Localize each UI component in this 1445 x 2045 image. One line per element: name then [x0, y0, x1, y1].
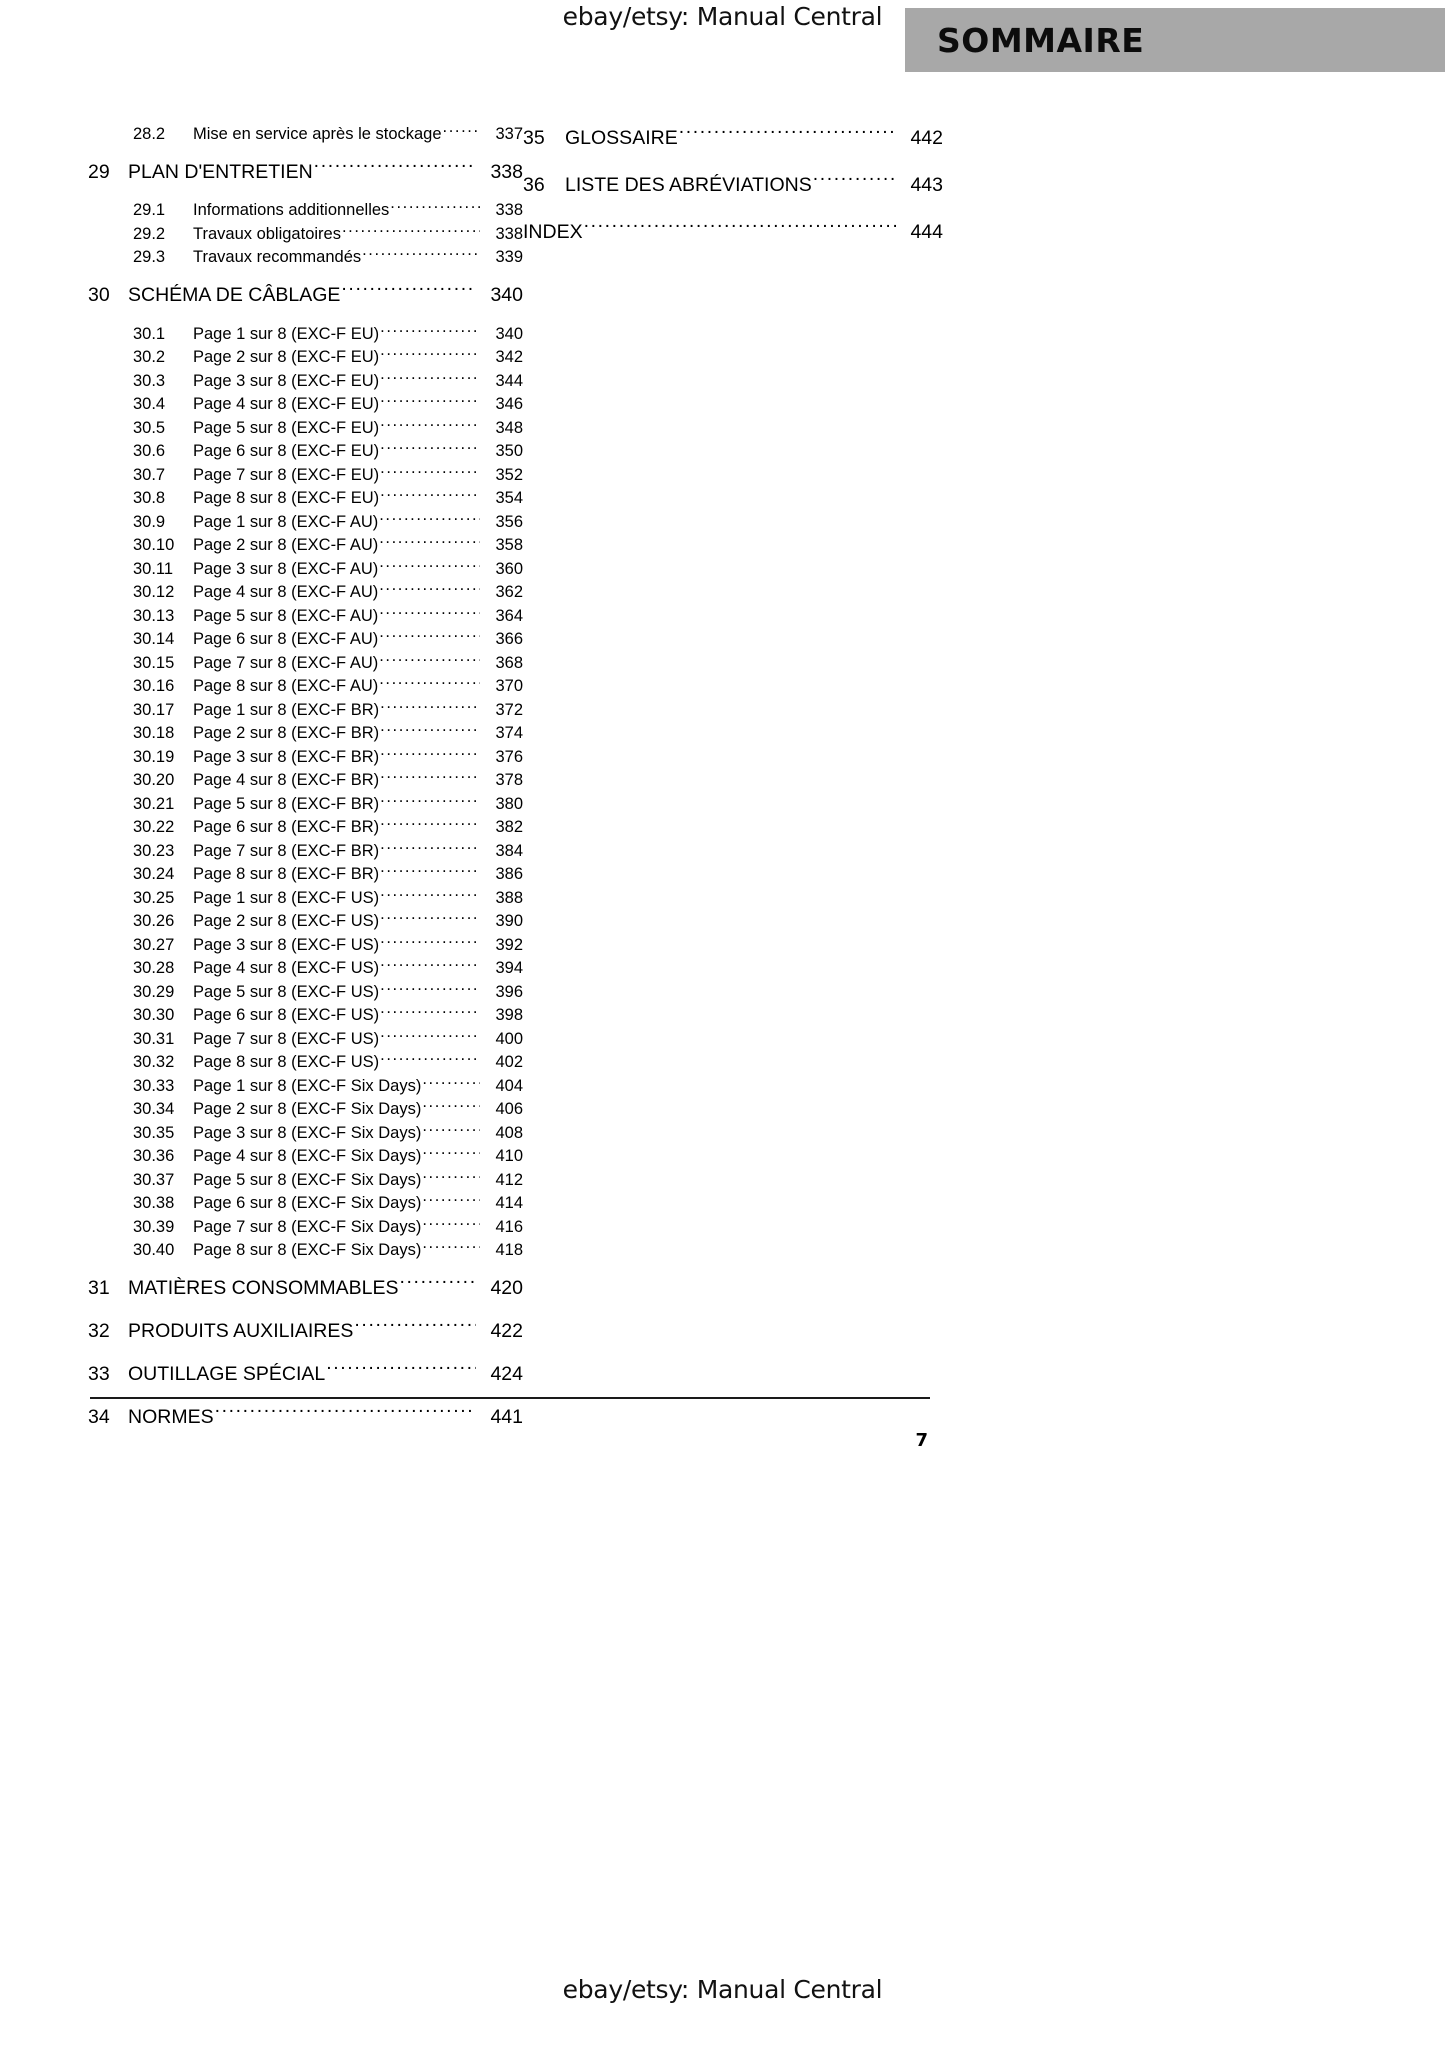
- toc-entry-page: 414: [495, 1194, 523, 1212]
- toc-dot-leader: [314, 158, 476, 178]
- toc-entry[interactable]: [88, 933, 523, 957]
- toc-entry-number: 30.10: [133, 536, 175, 554]
- toc-entry-page: 338: [495, 224, 523, 243]
- toc-dot-leader: [422, 1192, 480, 1209]
- toc-entry-number: 30.1: [133, 324, 166, 343]
- toc-entry-number: 30.18: [133, 724, 175, 742]
- toc-entry-title: Page 7 sur 8 (EXC-F BR): [193, 841, 380, 860]
- toc-entry-title: Travaux recommandés: [193, 248, 362, 266]
- toc-entry[interactable]: [88, 246, 523, 270]
- toc-dot-leader: [443, 122, 480, 139]
- toc-entry[interactable]: [523, 169, 943, 202]
- toc-entry-title: Page 1 sur 8 (EXC-F US): [193, 888, 380, 907]
- toc-entry[interactable]: [88, 487, 523, 511]
- toc-entry-title: Page 3 sur 8 (EXC-F BR): [193, 747, 380, 766]
- toc-dot-leader: [380, 463, 480, 480]
- toc-entry-title: Page 5 sur 8 (EXC-F EU): [193, 418, 380, 437]
- toc-entry[interactable]: [88, 1272, 523, 1305]
- toc-entry-number: 30.16: [133, 677, 175, 695]
- toc-dot-leader: [326, 1361, 476, 1381]
- toc-entry-page: 340: [490, 284, 523, 306]
- toc-entry-number: 28.2: [133, 124, 166, 143]
- toc-entry[interactable]: [88, 1358, 523, 1391]
- toc-entry-title: PRODUITS AUXILIAIRES: [128, 1320, 354, 1342]
- toc-entry-page: 404: [495, 1076, 523, 1095]
- toc-entry[interactable]: [88, 1239, 523, 1263]
- toc-dot-leader: [422, 1098, 480, 1115]
- toc-entry[interactable]: [88, 957, 523, 981]
- toc-entry-page: 384: [495, 841, 523, 860]
- toc-entry-page: 354: [495, 489, 523, 507]
- table-of-contents: [0, 122, 1445, 1444]
- toc-entry-page: 342: [495, 348, 523, 366]
- toc-dot-leader: [380, 863, 480, 880]
- toc-entry-page: 382: [495, 818, 523, 836]
- toc-entry-number: 36: [523, 174, 545, 196]
- toc-entry-page: 340: [495, 324, 523, 343]
- toc-column-right: [523, 122, 943, 263]
- toc-entry-title: Mise en service après le stockage: [193, 124, 442, 143]
- toc-dot-leader: [380, 1027, 480, 1044]
- toc-entry-number: 30.25: [133, 888, 175, 907]
- toc-entry-number: 34: [88, 1406, 110, 1428]
- toc-dot-leader: [380, 745, 480, 762]
- toc-column-left: [88, 122, 523, 1444]
- toc-entry[interactable]: [88, 279, 523, 312]
- toc-dot-leader: [354, 1318, 476, 1338]
- sommaire-banner-label: SOMMAIRE: [937, 20, 1145, 60]
- toc-entry-number: 30.6: [133, 442, 166, 460]
- toc-entry-title: Page 1 sur 8 (EXC-F EU): [193, 324, 380, 343]
- toc-entry[interactable]: [88, 910, 523, 934]
- toc-entry[interactable]: [88, 651, 523, 675]
- toc-dot-leader: [379, 628, 480, 645]
- toc-entry[interactable]: [88, 675, 523, 699]
- toc-entry-number: 29.3: [133, 248, 166, 266]
- toc-entry-number: 30.12: [133, 583, 175, 601]
- toc-entry[interactable]: [88, 1215, 523, 1239]
- toc-entry-number: 30.30: [133, 1006, 175, 1024]
- toc-entry-number: 30: [88, 284, 110, 306]
- toc-entry-number: 30.3: [133, 371, 166, 390]
- toc-dot-leader: [380, 816, 480, 833]
- toc-dot-leader: [379, 675, 480, 692]
- toc-dot-leader: [341, 282, 476, 302]
- toc-entry[interactable]: [88, 1027, 523, 1051]
- toc-entry[interactable]: [88, 557, 523, 581]
- toc-entry-title: OUTILLAGE SPÉCIAL: [128, 1363, 326, 1385]
- toc-entry-page: 344: [495, 371, 523, 390]
- toc-entry-number: 30.22: [133, 818, 175, 836]
- toc-entry-page: 443: [910, 174, 943, 196]
- toc-entry-number: 30.33: [133, 1076, 175, 1095]
- toc-entry-page: 339: [495, 248, 523, 266]
- toc-entry-number: 30.4: [133, 395, 166, 413]
- page-number: 7: [915, 1430, 928, 1451]
- toc-entry-title: Page 7 sur 8 (EXC-F AU): [193, 653, 379, 672]
- toc-entry-page: 420: [490, 1277, 523, 1299]
- toc-entry-title: Page 2 sur 8 (EXC-F AU): [193, 536, 379, 554]
- toc-entry[interactable]: [88, 1074, 523, 1098]
- toc-dot-leader: [380, 416, 480, 433]
- toc-dot-leader: [380, 980, 480, 997]
- toc-entry[interactable]: [88, 416, 523, 440]
- toc-entry-page: 441: [490, 1406, 523, 1428]
- toc-entry-title: Page 4 sur 8 (EXC-F EU): [193, 395, 380, 413]
- toc-entry-page: 338: [495, 201, 523, 219]
- toc-entry-number: 30.31: [133, 1029, 175, 1048]
- toc-entry[interactable]: [88, 863, 523, 887]
- toc-entry-number: 30.32: [133, 1053, 175, 1071]
- toc-dot-leader: [380, 346, 480, 363]
- toc-entry[interactable]: [88, 122, 523, 146]
- toc-entry-page: 392: [495, 935, 523, 954]
- toc-entry-number: 30.39: [133, 1217, 175, 1236]
- toc-entry-title: LISTE DES ABRÉVIATIONS: [565, 174, 812, 196]
- toc-entry[interactable]: [88, 1145, 523, 1169]
- toc-entry[interactable]: [88, 222, 523, 246]
- toc-entry[interactable]: [88, 722, 523, 746]
- toc-entry[interactable]: [88, 1192, 523, 1216]
- toc-entry-title: Page 5 sur 8 (EXC-F AU): [193, 606, 379, 625]
- toc-entry-number: 31: [88, 1277, 110, 1299]
- toc-dot-leader: [380, 910, 480, 927]
- toc-entry[interactable]: [88, 1098, 523, 1122]
- toc-entry[interactable]: [88, 1315, 523, 1348]
- toc-entry-number: 30.13: [133, 606, 175, 625]
- toc-entry-page: 366: [495, 630, 523, 648]
- toc-entry-page: 390: [495, 912, 523, 930]
- toc-entry-number: 30.7: [133, 465, 166, 484]
- toc-entry-number: 30.17: [133, 700, 175, 719]
- toc-entry-title: Page 4 sur 8 (EXC-F BR): [193, 771, 380, 789]
- toc-entry-title: Page 8 sur 8 (EXC-F US): [193, 1053, 380, 1071]
- toc-entry-title: Informations additionnelles: [193, 201, 390, 219]
- toc-entry-page: 412: [495, 1170, 523, 1189]
- page-header: [0, 0, 1445, 80]
- toc-dot-leader: [380, 1051, 480, 1068]
- toc-entry-number: 30.26: [133, 912, 175, 930]
- toc-entry[interactable]: [88, 463, 523, 487]
- toc-entry-title: SCHÉMA DE CÂBLAGE: [128, 284, 341, 306]
- toc-entry[interactable]: [88, 1004, 523, 1028]
- toc-dot-leader: [422, 1215, 480, 1232]
- toc-entry-page: 346: [495, 395, 523, 413]
- toc-dot-leader: [679, 125, 896, 145]
- toc-dot-leader: [584, 219, 896, 239]
- toc-entry-number: 30.27: [133, 935, 175, 954]
- toc-dot-leader: [380, 886, 480, 903]
- toc-dot-leader: [380, 792, 480, 809]
- toc-entry-number: 32: [88, 1320, 110, 1342]
- toc-entry-title: Page 7 sur 8 (EXC-F EU): [193, 465, 380, 484]
- toc-dot-leader: [379, 651, 480, 668]
- toc-entry[interactable]: [88, 393, 523, 417]
- toc-entry-title: Page 6 sur 8 (EXC-F AU): [193, 630, 379, 648]
- toc-dot-leader: [380, 698, 480, 715]
- toc-columns: [0, 122, 1445, 1444]
- toc-entry[interactable]: [523, 216, 943, 249]
- toc-entry-title: Page 1 sur 8 (EXC-F Six Days): [193, 1076, 422, 1095]
- toc-dot-leader: [215, 1404, 476, 1424]
- toc-entry-title: Page 6 sur 8 (EXC-F US): [193, 1006, 380, 1024]
- toc-entry[interactable]: [88, 534, 523, 558]
- toc-entry-number: 30.9: [133, 512, 166, 531]
- toc-entry-number: 30.19: [133, 747, 175, 766]
- toc-entry-title: Page 2 sur 8 (EXC-F Six Days): [193, 1100, 422, 1118]
- toc-entry-page: 364: [495, 606, 523, 625]
- toc-dot-leader: [380, 722, 480, 739]
- toc-entry-number: 30.11: [133, 559, 174, 578]
- toc-entry-page: 400: [495, 1029, 523, 1048]
- toc-dot-leader: [380, 933, 480, 950]
- toc-entry-number: 30.5: [133, 418, 166, 437]
- toc-entry[interactable]: [88, 886, 523, 910]
- toc-entry[interactable]: [88, 980, 523, 1004]
- toc-entry-page: 416: [495, 1217, 523, 1236]
- toc-entry-page: 368: [495, 653, 523, 672]
- toc-entry-page: 360: [495, 559, 523, 578]
- toc-entry[interactable]: [523, 122, 943, 155]
- toc-entry-number: 30.34: [133, 1100, 175, 1118]
- toc-entry-page: 402: [495, 1053, 523, 1071]
- toc-entry-page: 424: [490, 1363, 523, 1385]
- toc-entry-number: 30.2: [133, 348, 166, 366]
- toc-entry-title: Page 2 sur 8 (EXC-F BR): [193, 724, 380, 742]
- toc-entry[interactable]: [88, 628, 523, 652]
- toc-entry-number: 30.40: [133, 1241, 175, 1259]
- toc-dot-leader: [390, 199, 480, 216]
- toc-entry-number: 35: [523, 127, 545, 149]
- toc-entry-page: 370: [495, 677, 523, 695]
- toc-entry-number: 29: [88, 160, 110, 183]
- toc-entry-page: 380: [495, 794, 523, 813]
- toc-entry[interactable]: [88, 581, 523, 605]
- toc-dot-leader: [379, 534, 480, 551]
- toc-dot-leader: [380, 769, 480, 786]
- toc-entry-page: 374: [495, 724, 523, 742]
- toc-entry-number: 30.14: [133, 630, 175, 648]
- toc-entry-title: Page 1 sur 8 (EXC-F AU): [193, 512, 379, 531]
- toc-entry-number: 30.8: [133, 489, 166, 507]
- toc-entry-page: 422: [490, 1320, 523, 1342]
- toc-entry-number: 30.36: [133, 1147, 175, 1165]
- toc-entry-title: Page 2 sur 8 (EXC-F US): [193, 912, 380, 930]
- toc-entry-title: Page 8 sur 8 (EXC-F EU): [193, 489, 380, 507]
- toc-entry-number: 33: [88, 1363, 110, 1385]
- toc-entry-page: 444: [910, 221, 943, 243]
- toc-entry-page: 388: [495, 888, 523, 907]
- footer-watermark: ebay/etsy: Manual Central: [562, 1975, 883, 2004]
- toc-dot-leader: [380, 487, 480, 504]
- toc-entry-title: Page 8 sur 8 (EXC-F AU): [193, 677, 379, 695]
- toc-entry-number: 30.21: [133, 794, 175, 813]
- toc-entry-title: Page 3 sur 8 (EXC-F US): [193, 935, 380, 954]
- sommaire-banner: [905, 8, 1445, 72]
- toc-entry-title: Page 6 sur 8 (EXC-F EU): [193, 442, 380, 460]
- toc-entry[interactable]: [88, 346, 523, 370]
- toc-entry-title: Page 5 sur 8 (EXC-F Six Days): [193, 1170, 422, 1189]
- toc-entry-title: Page 1 sur 8 (EXC-F BR): [193, 700, 380, 719]
- toc-entry-number: 30.23: [133, 841, 175, 860]
- toc-dot-leader: [422, 1121, 480, 1138]
- toc-entry-title: INDEX: [523, 221, 583, 243]
- toc-entry-title: Travaux obligatoires: [193, 224, 341, 243]
- toc-entry-page: 338: [490, 160, 523, 183]
- toc-entry-number: 30.20: [133, 771, 175, 789]
- toc-dot-leader: [380, 1004, 480, 1021]
- toc-entry-title: PLAN D'ENTRETIEN: [128, 160, 313, 183]
- toc-entry-number: 30.38: [133, 1194, 175, 1212]
- toc-entry-title: Page 6 sur 8 (EXC-F BR): [193, 818, 380, 836]
- toc-entry[interactable]: [88, 816, 523, 840]
- toc-entry-number: 29.1: [133, 201, 166, 219]
- toc-entry-page: 406: [495, 1100, 523, 1118]
- toc-entry[interactable]: [88, 440, 523, 464]
- toc-entry-title: Page 7 sur 8 (EXC-F US): [193, 1029, 380, 1048]
- toc-entry[interactable]: [88, 604, 523, 628]
- toc-entry-page: 394: [495, 959, 523, 977]
- toc-entry-title: Page 7 sur 8 (EXC-F Six Days): [193, 1217, 422, 1236]
- toc-entry-page: 350: [495, 442, 523, 460]
- toc-entry-title: Page 8 sur 8 (EXC-F Six Days): [193, 1241, 422, 1259]
- toc-entry-page: 386: [495, 865, 523, 883]
- toc-entry[interactable]: [88, 792, 523, 816]
- toc-dot-leader: [380, 322, 480, 339]
- toc-entry-title: Page 5 sur 8 (EXC-F US): [193, 982, 380, 1001]
- toc-entry-number: 30.24: [133, 865, 175, 883]
- header-watermark: ebay/etsy: Manual Central: [562, 2, 883, 31]
- toc-entry-page: 358: [495, 536, 523, 554]
- toc-dot-leader: [380, 957, 480, 974]
- toc-entry-title: Page 4 sur 8 (EXC-F US): [193, 959, 380, 977]
- footer-divider: [90, 1397, 930, 1399]
- toc-entry-number: 30.28: [133, 959, 175, 977]
- toc-dot-leader: [379, 510, 480, 527]
- toc-dot-leader: [379, 557, 480, 574]
- toc-entry-page: 442: [910, 127, 943, 149]
- toc-entry-page: 372: [495, 700, 523, 719]
- toc-dot-leader: [422, 1074, 480, 1091]
- toc-entry-title: Page 5 sur 8 (EXC-F BR): [193, 794, 380, 813]
- toc-dot-leader: [379, 604, 480, 621]
- toc-entry[interactable]: [88, 510, 523, 534]
- toc-entry-page: 418: [495, 1241, 523, 1259]
- toc-entry[interactable]: [88, 322, 523, 346]
- toc-entry-title: NORMES: [128, 1406, 214, 1428]
- toc-entry[interactable]: [88, 769, 523, 793]
- toc-entry-title: Page 4 sur 8 (EXC-F Six Days): [193, 1147, 422, 1165]
- toc-entry[interactable]: [88, 698, 523, 722]
- toc-entry-page: 378: [495, 771, 523, 789]
- toc-dot-leader: [422, 1239, 480, 1256]
- toc-entry[interactable]: [88, 1051, 523, 1075]
- toc-entry-title: Page 2 sur 8 (EXC-F EU): [193, 348, 380, 366]
- toc-entry-number: 30.29: [133, 982, 175, 1001]
- toc-dot-leader: [380, 839, 480, 856]
- toc-entry-title: Page 3 sur 8 (EXC-F AU): [193, 559, 379, 578]
- toc-entry-title: GLOSSAIRE: [565, 127, 678, 149]
- toc-dot-leader: [380, 369, 480, 386]
- toc-entry-page: 348: [495, 418, 523, 437]
- toc-dot-leader: [813, 172, 896, 192]
- toc-entry-title: Page 3 sur 8 (EXC-F Six Days): [193, 1123, 422, 1142]
- toc-entry[interactable]: [88, 1121, 523, 1145]
- toc-entry-title: Page 8 sur 8 (EXC-F BR): [193, 865, 380, 883]
- toc-entry-number: 30.15: [133, 653, 175, 672]
- toc-dot-leader: [342, 222, 480, 239]
- toc-dot-leader: [362, 246, 480, 263]
- toc-dot-leader: [380, 440, 480, 457]
- toc-dot-leader: [422, 1145, 480, 1162]
- toc-entry-page: 408: [495, 1123, 523, 1142]
- toc-entry-page: 356: [495, 512, 523, 531]
- toc-entry-page: 410: [495, 1147, 523, 1165]
- toc-entry[interactable]: [88, 839, 523, 863]
- toc-entry-number: 30.37: [133, 1170, 175, 1189]
- toc-entry-title: Page 3 sur 8 (EXC-F EU): [193, 371, 380, 390]
- toc-dot-leader: [422, 1168, 480, 1185]
- toc-entry-title: Page 6 sur 8 (EXC-F Six Days): [193, 1194, 422, 1212]
- toc-entry[interactable]: [88, 369, 523, 393]
- toc-dot-leader: [380, 393, 480, 410]
- toc-entry[interactable]: [88, 156, 523, 189]
- toc-entry-page: 352: [495, 465, 523, 484]
- toc-entry-page: 362: [495, 583, 523, 601]
- toc-dot-leader: [400, 1275, 476, 1295]
- toc-entry-page: 396: [495, 982, 523, 1001]
- toc-entry-page: 376: [495, 747, 523, 766]
- toc-entry-page: 337: [495, 124, 523, 143]
- toc-entry[interactable]: [88, 745, 523, 769]
- toc-entry[interactable]: [88, 199, 523, 223]
- toc-entry-number: 30.35: [133, 1123, 175, 1142]
- toc-entry-number: 29.2: [133, 224, 166, 243]
- toc-entry-page: 398: [495, 1006, 523, 1024]
- toc-dot-leader: [379, 581, 480, 598]
- toc-entry-title: Page 4 sur 8 (EXC-F AU): [193, 583, 379, 601]
- toc-entry[interactable]: [88, 1168, 523, 1192]
- toc-entry-title: MATIÈRES CONSOMMABLES: [128, 1277, 399, 1299]
